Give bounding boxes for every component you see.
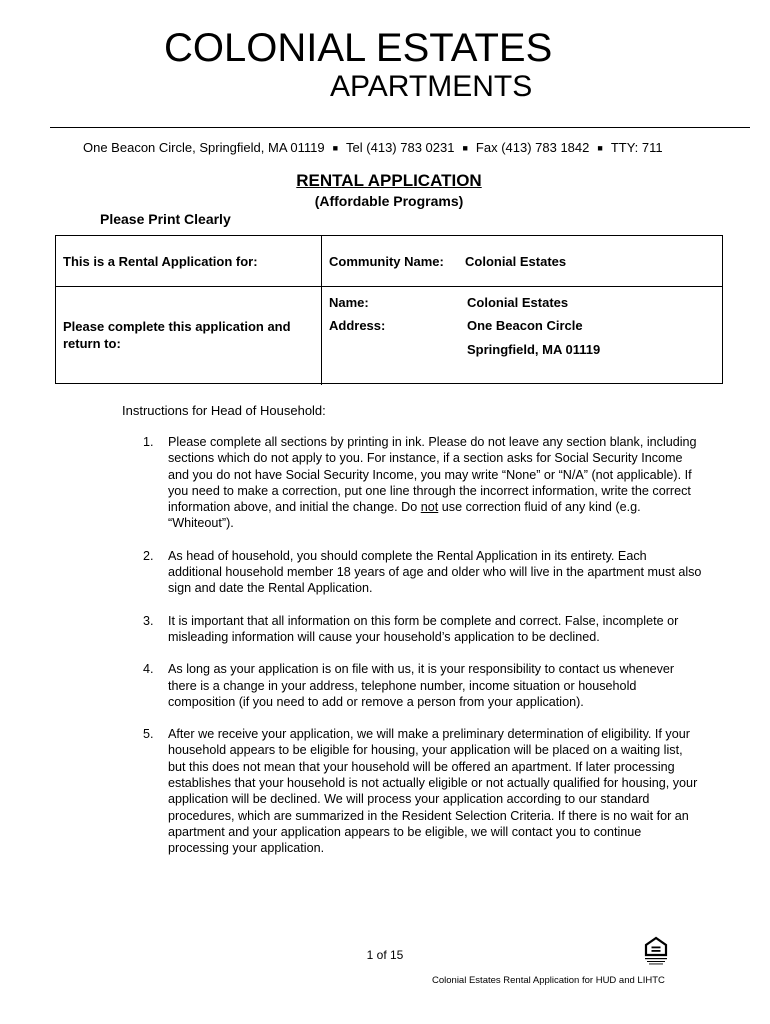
print-clearly-note: Please Print Clearly [100,211,231,227]
item-text: After we receive your application, we will make a preliminary determination of eligibility. If your household appears to be eligible for housing, your application will be placed on a waiting list, but this does not mean that your household will be offered an apartment. If later processing establishes that your household is not actually eligible or not actually qualified for housing, your application will be declined. We will process your application according to our standard procedures, which are summarized in the Resident Selection Criteria. If there is no wait for an apartment and your application appears to be eligible, we will contact you to continue processing your application. [168,727,698,856]
contact-fax: Fax (413) 783 1842 [475,140,590,155]
contact-phone: Tel (413) 783 0231 [346,140,455,155]
footer-text: Colonial Estates Rental Application for HUD and LIHTC [432,975,665,986]
community-name-value: Colonial Estates [465,254,567,269]
item-text: As head of household, you should complete the Rental Application in its entirety. Each additional household member 18 years of age and older who will live in the apartment must also sign and date the Rental Application. [168,548,702,596]
item-text: use correction fluid of any kind (e.g. “Whiteout”). [168,500,641,531]
item-text: Please complete all sections by printing in ink. Please do not leave any section blank, including sections which do not apply to you. For instance, if a section asks for Social Security Income and you do not have Social Security Income, you may write “None” or “N/A” (not applicable). If you need to make a correction, put one line through the incorrect information, write the correct information above, and initial the change. Do [168,435,697,515]
item-number: 2. [143,548,154,563]
separator-icon: ■ [462,143,468,153]
application-info-table [55,235,723,384]
equal-housing-opportunity-icon [642,936,670,966]
list-item [143,613,703,646]
item-text: It is important that all information on this form be complete and correct. False, incomplete or misleading information will cause your household’s application to be declined. [168,613,679,644]
item-number: 1. [143,435,154,449]
header-divider [50,127,750,128]
separator-icon: ■ [597,143,603,153]
instructions-heading: Instructions for Head of Household: [122,403,326,418]
name-label: Name: [329,295,369,310]
document-subtitle: (Affordable Programs) [314,193,464,209]
address-line2: Springfield, MA 01119 [467,342,601,357]
item-number: 4. [143,662,154,677]
contact-line [83,140,763,156]
community-name-label: Community Name: [329,254,444,269]
list-item [143,548,703,597]
item-number: 5. [143,727,154,742]
list-item [143,434,703,532]
name-value: Colonial Estates [467,295,569,310]
document-title: RENTAL APPLICATION [296,171,482,190]
list-item [143,726,703,856]
rental-application-for-label: This is a Rental Application for: [63,254,258,269]
instructions-list [143,434,703,873]
item-number: 3. [143,613,154,628]
logo-title: COLONIAL ESTATES [164,26,553,70]
item-text: As long as your application is on file with us, it is your responsibility to contact us whenever there is a change in your address, telephone number, income situation or household composition (if you need to add or remove a person from your application). [168,662,675,709]
page-number: 1 of 15 [366,948,404,962]
return-to-label-line2: return to: [63,336,121,351]
contact-tty: TTY: 711 [610,140,663,155]
list-item [143,661,703,710]
address-line1: One Beacon Circle [467,318,583,333]
contact-address: One Beacon Circle, Springfield, MA 01119 [83,140,325,155]
address-label: Address: [329,318,386,333]
separator-icon: ■ [332,143,339,153]
logo-subtitle: APARTMENTS [330,70,533,103]
table-row-divider [56,286,722,287]
table-column-divider [321,236,322,385]
item-text-emphasis: not [420,500,439,515]
return-to-label-line1: Please complete this application and [63,319,291,334]
